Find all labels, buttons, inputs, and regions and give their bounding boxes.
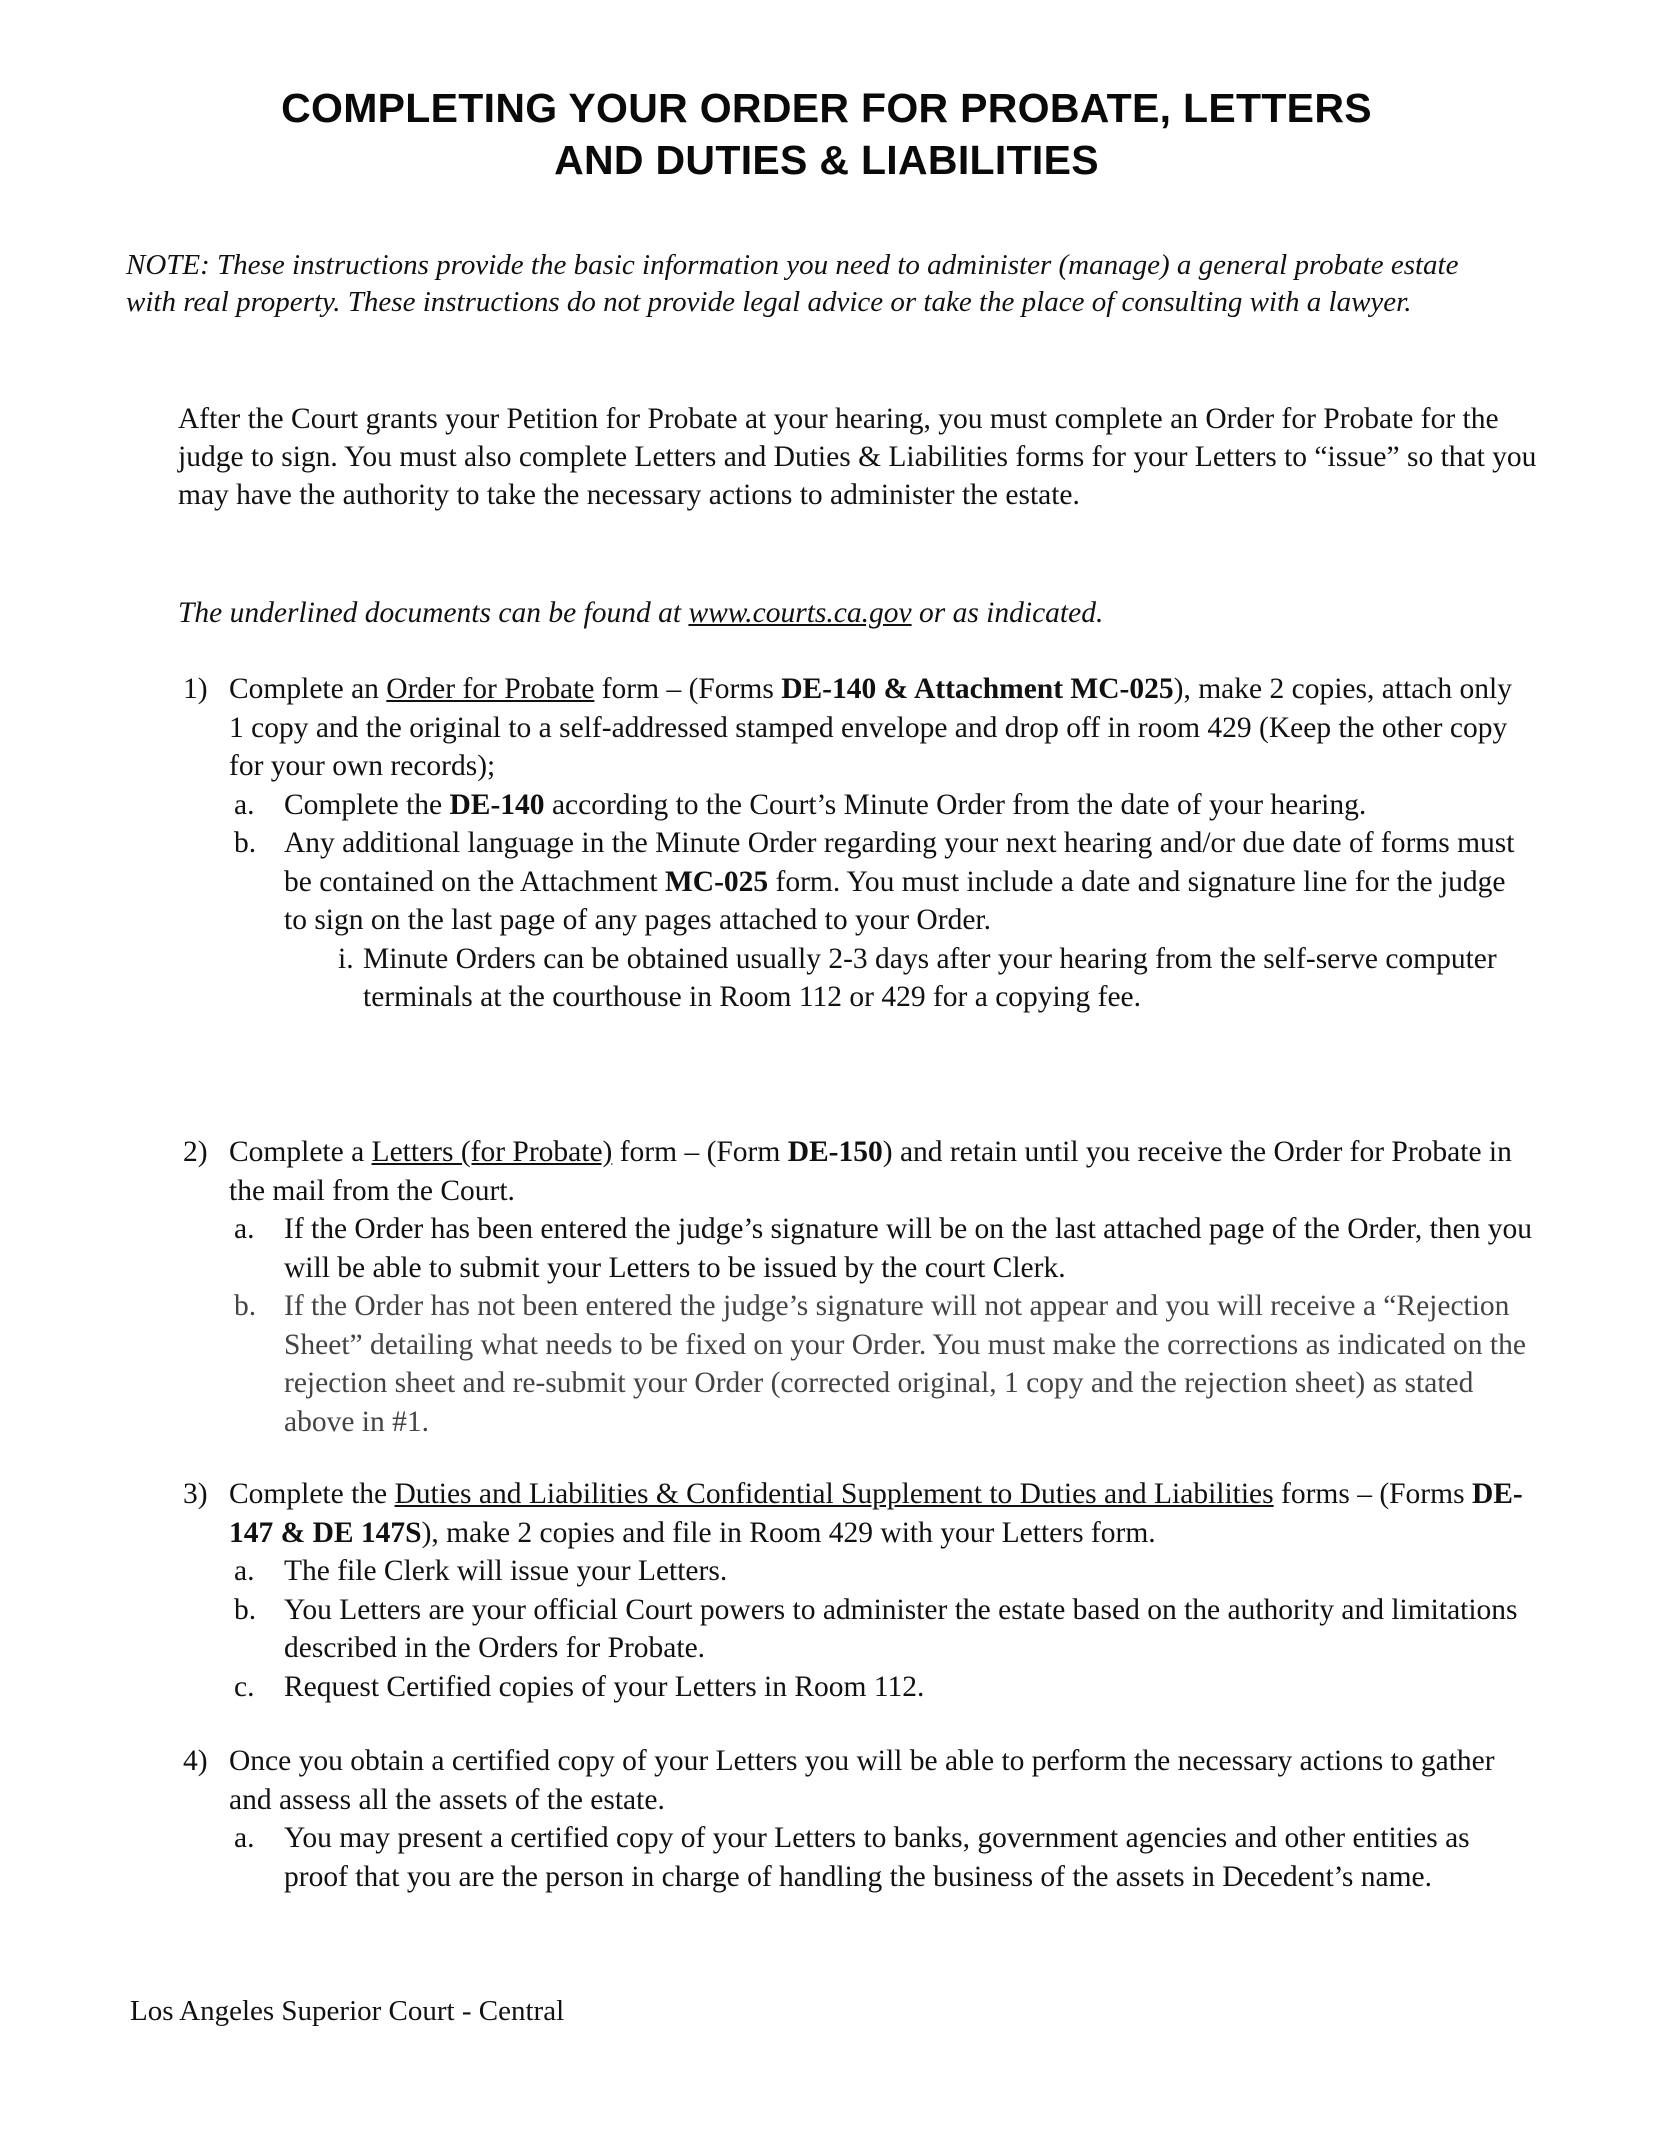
underline-note: [178, 594, 1538, 632]
sub-label: b.: [234, 827, 257, 859]
underline-note-before: The underlined documents can be found at: [178, 597, 689, 629]
step-text: ) and retain until you receive the Order for Probate in the mail from the Court.: [229, 1136, 1512, 1207]
disclaimer-note: NOTE: These instructions provide the basic information you need to administer (manage) a general probate estate with real property. These instructions do not provide legal advice or take the place of consulting with a lawyer.: [126, 249, 1459, 318]
letters-for-probate-link[interactable]: Letters (for Probate): [371, 1136, 613, 1168]
step-4-main: [183, 1742, 1533, 1819]
subsub-text: Minute Orders can be obtained usually 2-3 days after your hearing from the self-serve computer terminals at the courthouse in Room 112 or 429 for a copying fee.: [363, 942, 1497, 1013]
sub-label: b.: [234, 1593, 257, 1626]
step-2b: [137, 1287, 1533, 1441]
step-text: Complete the: [229, 1478, 395, 1510]
step-3: [183, 1475, 1533, 1706]
step-text: Complete a: [229, 1136, 372, 1168]
sub-text: You Letters are your official Court powers to administer the estate based on the authority and limitations described in the Orders for Probate.: [284, 1593, 1518, 1664]
sub-text: If the Order has been entered the judge’s signature will be on the last attached page of the Order, then you will be able to submit your Letters to be issued by the court Clerk.: [284, 1213, 1533, 1284]
step-3-main: [183, 1475, 1533, 1552]
sub-text: Complete the: [284, 788, 450, 821]
step-number: 2): [183, 1136, 208, 1168]
step-2-main: [183, 1133, 1533, 1210]
step-3c: [137, 1668, 1533, 1707]
form-codes: DE-140 & Attachment MC-025: [781, 673, 1174, 705]
form-codes: DE-147 & DE 147S: [229, 1478, 1523, 1549]
page-title: [0, 82, 1653, 186]
step-4: [183, 1742, 1533, 1896]
step-number: 4): [183, 1745, 208, 1777]
sub-text: form. You must include a date and signature line for the judge to sign on the last page of any pages attached to your Order.: [284, 865, 1506, 936]
step-text: Once you obtain a certified copy of your Letters you will be able to perform the necessary actions to gather and assess all the assets of the estate.: [229, 1745, 1495, 1816]
duties-liabilities-link[interactable]: Duties and Liabilities & Confidential Supplement to Duties and Liabilities: [394, 1478, 1274, 1510]
title-line-1: COMPLETING YOUR ORDER FOR PROBATE, LETTERS: [281, 85, 1372, 131]
step-4a: [137, 1819, 1533, 1896]
step-number: 3): [183, 1478, 208, 1510]
step-text: form – (Forms: [594, 673, 782, 705]
sub-text: according to the Court’s Minute Order from the date of your hearing.: [544, 788, 1367, 821]
courts-website-link[interactable]: www.courts.ca.gov: [688, 597, 912, 629]
step-1a: [137, 786, 1533, 825]
footer-court-name: Los Angeles Superior Court - Central: [130, 1995, 565, 2027]
title-line-2: AND DUTIES & LIABILITIES: [554, 137, 1099, 183]
intro-paragraph: After the Court grants your Petition for Probate at your hearing, you must complete an Order for Probate for the judge to sign. You must also complete Letters and Duties & Liabilities forms for your Letters to “issue” so that you may have the authority to take the necessary actions to administer the estate.: [178, 403, 1537, 511]
form-code: DE-140: [449, 788, 545, 821]
step-text: forms – (Forms: [1273, 1478, 1472, 1510]
step-1b-i: [137, 940, 1533, 1017]
step-3b: [137, 1591, 1533, 1668]
step-text: Complete an: [229, 673, 387, 705]
step-2a: [137, 1210, 1533, 1287]
step-3a: [137, 1552, 1533, 1591]
step-text: ), make 2 copies, attach only 1 copy and the original to a self-addressed stamped envelope and drop off in room 429 (Keep the other copy for your own records);: [229, 673, 1512, 782]
step-1: [183, 670, 1533, 1017]
sub-label: a.: [234, 788, 255, 821]
sub-text: Any additional language in the Minute Order regarding your next hearing and/or due date of forms must be contained on the Attachment: [284, 827, 1515, 898]
sub-text: If the Order has not been entered the judge’s signature will not appear and you will receive a “Rejection Sheet” detailing what needs to be fixed on your Order. You must make the corrections as indicated on the rejection sheet and re-submit your Order (corrected original, 1 copy and the rejection sheet) as stated above in #1.: [284, 1290, 1526, 1438]
form-code: MC-025: [664, 865, 769, 898]
step-2: [183, 1133, 1533, 1441]
order-for-probate-link[interactable]: Order for Probate: [386, 673, 595, 705]
form-codes: DE-150: [787, 1136, 883, 1168]
step-number: 1): [183, 673, 208, 705]
sub-label: a.: [234, 1555, 255, 1587]
sub-label: a.: [234, 1822, 255, 1854]
subsub-label: i.: [338, 942, 354, 975]
sub-label: b.: [234, 1290, 257, 1322]
step-1b: [137, 824, 1533, 940]
sub-label: a.: [234, 1213, 255, 1245]
step-text: form – (Form: [612, 1136, 788, 1168]
sub-text: You may present a certified copy of your Letters to banks, government agencies and other entities as proof that you are the person in charge of handling the business of the assets in Decedent’s name.: [284, 1822, 1470, 1893]
step-text: ), make 2 copies and file in Room 429 with your Letters form.: [421, 1516, 1156, 1549]
sub-text: Request Certified copies of your Letters in Room 112.: [284, 1670, 925, 1703]
sub-label: c.: [234, 1670, 255, 1703]
step-1-main: [183, 670, 1533, 786]
underline-note-after: or as indicated.: [911, 597, 1104, 629]
sub-text: The file Clerk will issue your Letters.: [284, 1555, 728, 1587]
